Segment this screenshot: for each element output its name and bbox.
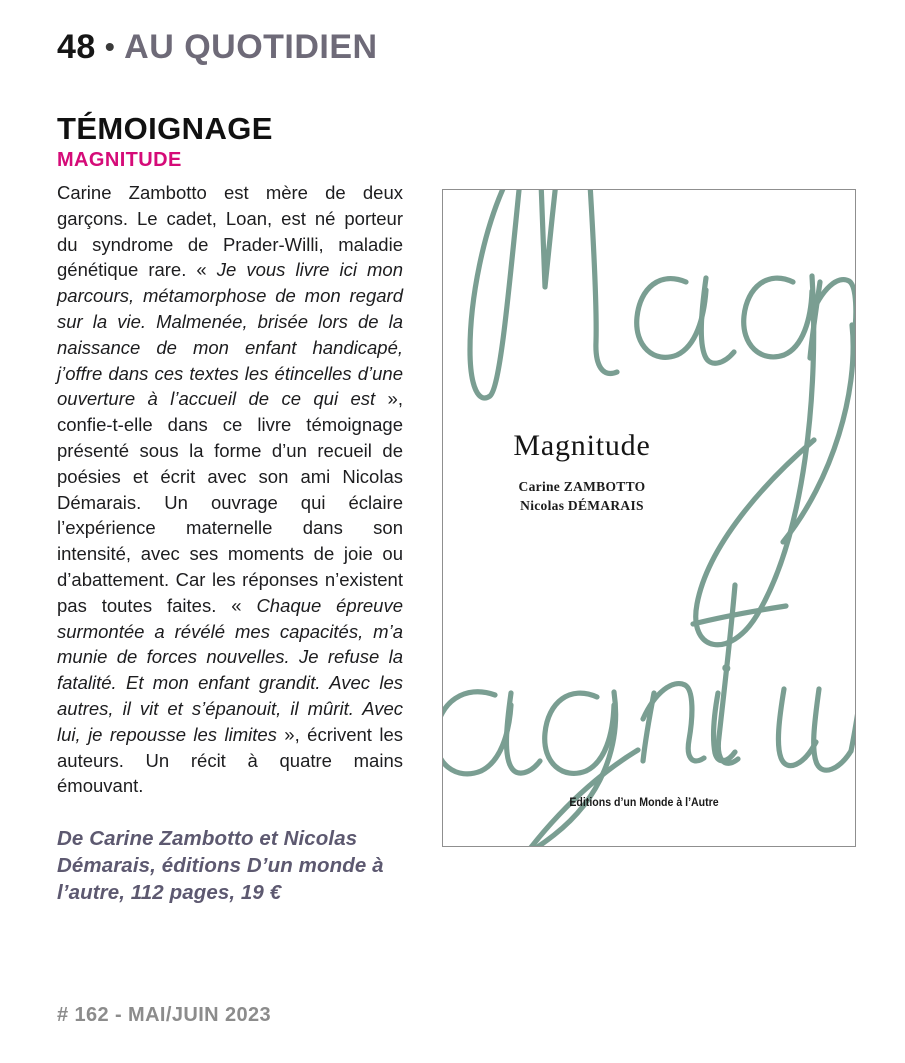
category-heading: TÉMOIGNAGE bbox=[57, 111, 273, 146]
cover-author-2: Nicolas DÉMARAIS bbox=[520, 497, 644, 513]
book-title-heading: MAGNITUDE bbox=[57, 149, 182, 171]
credit-line: De Carine Zambotto et Nicolas Démarais, éditions D’un monde à l’autre, 112 pages, 19 € bbox=[57, 827, 384, 905]
page-header bbox=[57, 30, 403, 64]
issue-footer: # 162 - MAI/JUIN 2023 bbox=[57, 1004, 272, 1026]
cover-script-art bbox=[443, 190, 856, 847]
cover-publisher: Editions d’un Monde à l’Autre bbox=[569, 797, 719, 809]
article-body: Carine Zambotto est mère de deux garçons. Le cadet, Loan, est né porteur du syndrome de Prader-Willi, maladie génétique rare. « Je vous livre ici mon parcours, métamorphose de mon regard sur la vie. Malmenée, brisée lors de la naissance de mon enfant handicapé, j’offre dans ces textes les étincelles d’une ouverture à l’accueil de ce qui est », confie-t-elle dans ce livre témoignage présenté sous la forme d’un recueil de poésies et écrit avec son ami Nicolas Démarais. Un ouvrage qui éclaire l’expérience maternelle dans son intensité, avec ses moments de joie ou d’abattement. Car les réponses n’existent pas toutes faites. « Chaque épreuve surmontée a révélé mes capacités, m’a munie de forces nouvelles. Je refuse la fatalité. Et mon enfant grandit. Avec les autres, il vit et s’épanouit, il mûrit. Avec lui, je repousse les limites », écrivent les auteurs. Un récit à quatre mains émouvant. bbox=[57, 182, 403, 797]
article-column bbox=[57, 30, 403, 906]
script-word-top bbox=[470, 190, 856, 645]
cover-authors bbox=[443, 478, 721, 515]
book-cover bbox=[442, 189, 856, 847]
cover-title-block bbox=[443, 431, 721, 515]
header-bullet: • bbox=[104, 31, 116, 62]
cover-title: Magnitude bbox=[513, 429, 651, 462]
section-title: AU QUOTIDIEN bbox=[124, 28, 378, 66]
page-number: 48 bbox=[57, 28, 96, 66]
cover-author-1: Carine ZAMBOTTO bbox=[518, 479, 646, 494]
